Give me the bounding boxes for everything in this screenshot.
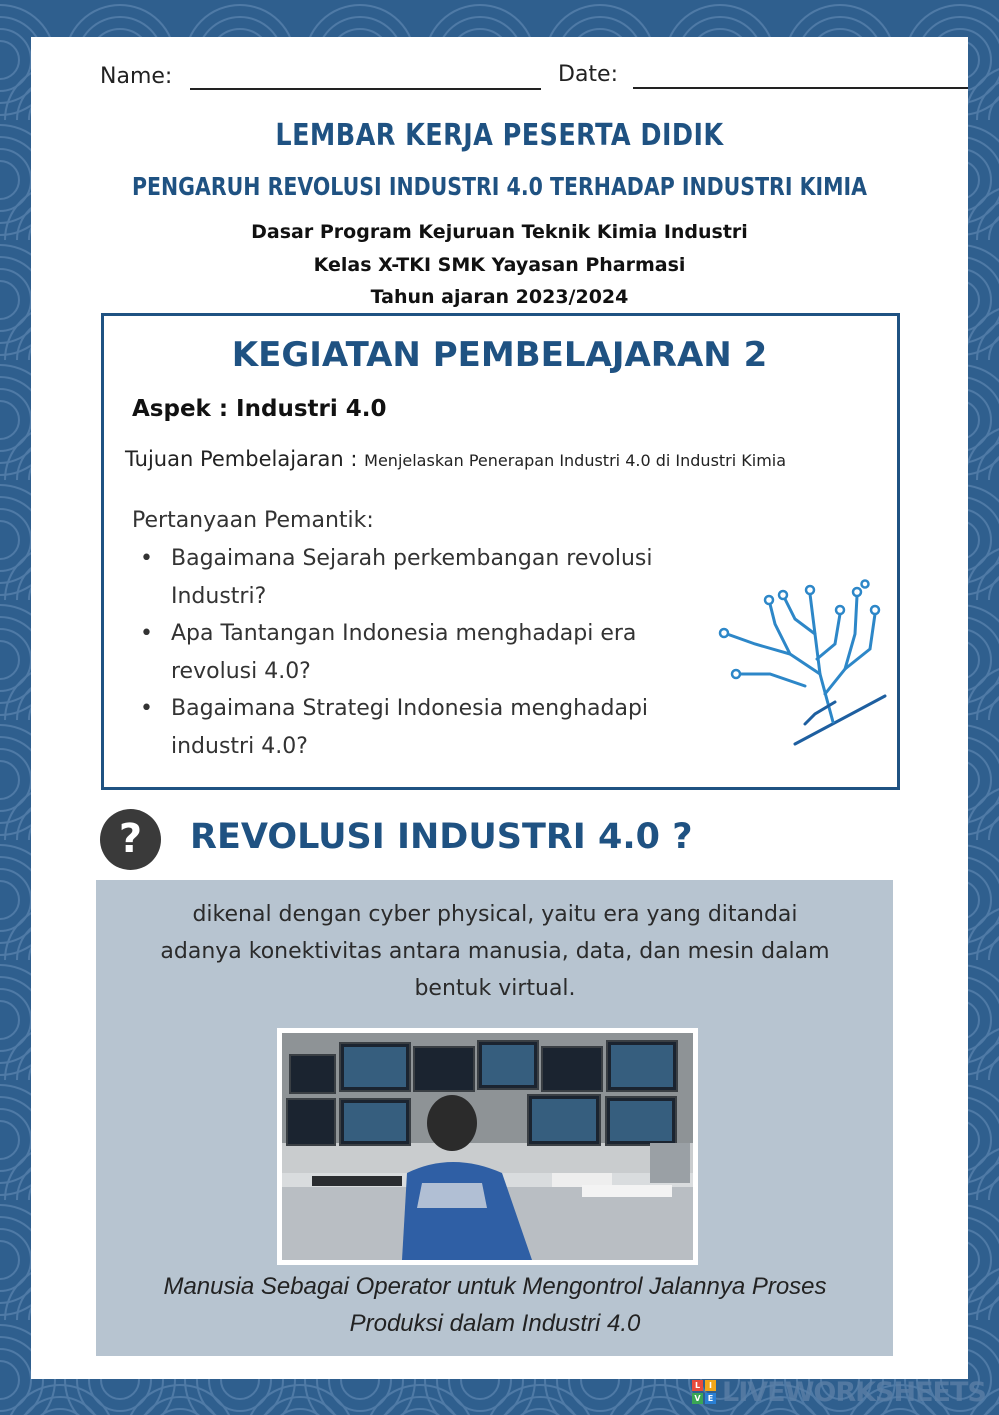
class-subtitle: Kelas X-TKI SMK Yayasan Pharmasi <box>313 254 686 276</box>
topic-title: PENGARUH REVOLUSI INDUSTRI 4.0 TERHADAP INDUSTRI KIMIA <box>131 172 868 201</box>
learning-goal-label: Tujuan Pembelajaran : <box>125 447 358 471</box>
aspect-label: Aspek : Industri 4.0 <box>132 396 387 422</box>
description-line: dikenal dengan cyber physical, yaitu era yang ditandai <box>192 902 798 927</box>
caption-line: Produksi dalam Industri 4.0 <box>349 1310 641 1337</box>
learning-goal <box>125 447 786 471</box>
program-subtitle: Dasar Program Kejuruan Teknik Kimia Industri <box>251 221 748 243</box>
activity-title: KEGIATAN PEMBELAJARAN 2 <box>231 335 768 375</box>
worksheet-title: LEMBAR KERJA PESERTA DIDIK <box>275 118 724 153</box>
name-label: Name: <box>100 64 173 89</box>
caption-line: Manusia Sebagai Operator untuk Mengontrol Jalannya Proses <box>163 1273 827 1300</box>
bullet-icon: • <box>140 696 153 721</box>
year-subtitle: Tahun ajaran 2023/2024 <box>370 286 629 308</box>
question-circle-icon: ? <box>100 809 161 870</box>
bullet-icon: • <box>140 621 153 646</box>
date-label: Date: <box>558 62 618 87</box>
description-line: adanya konektivitas antara manusia, data, dan mesin dalam <box>160 939 830 964</box>
liveworksheets-logo-icon: L I V E <box>692 1380 716 1404</box>
photo-caption <box>100 1268 890 1342</box>
liveworksheets-watermark <box>692 1376 986 1408</box>
operator-control-room-image <box>282 1033 693 1260</box>
learning-goal-value: Menjelaskan Penerapan Industri 4.0 di Industri Kimia <box>364 451 787 470</box>
circuit-tree-icon <box>715 574 890 749</box>
description-line: bentuk virtual. <box>414 976 576 1001</box>
watermark-text: LIVEWORKSHEETS <box>722 1376 986 1408</box>
trigger-questions-label: Pertanyaan Pemantik: <box>132 508 374 533</box>
date-field-line[interactable] <box>633 87 968 89</box>
list-item: • Bagaimana Strategi Indonesia menghadapi industri 4.0? <box>140 690 715 765</box>
list-item: • Apa Tantangan Indonesia menghadapi era revolusi 4.0? <box>140 615 715 690</box>
control-room-photo <box>277 1028 698 1265</box>
bullet-icon: • <box>140 546 153 571</box>
list-item: • Bagaimana Sejarah perkembangan revolusi Industri? <box>140 540 715 615</box>
name-field-line[interactable] <box>190 88 541 90</box>
section-title: REVOLUSI INDUSTRI 4.0 ? <box>190 817 693 857</box>
trigger-questions-list <box>140 540 715 765</box>
section-description <box>110 896 880 1007</box>
